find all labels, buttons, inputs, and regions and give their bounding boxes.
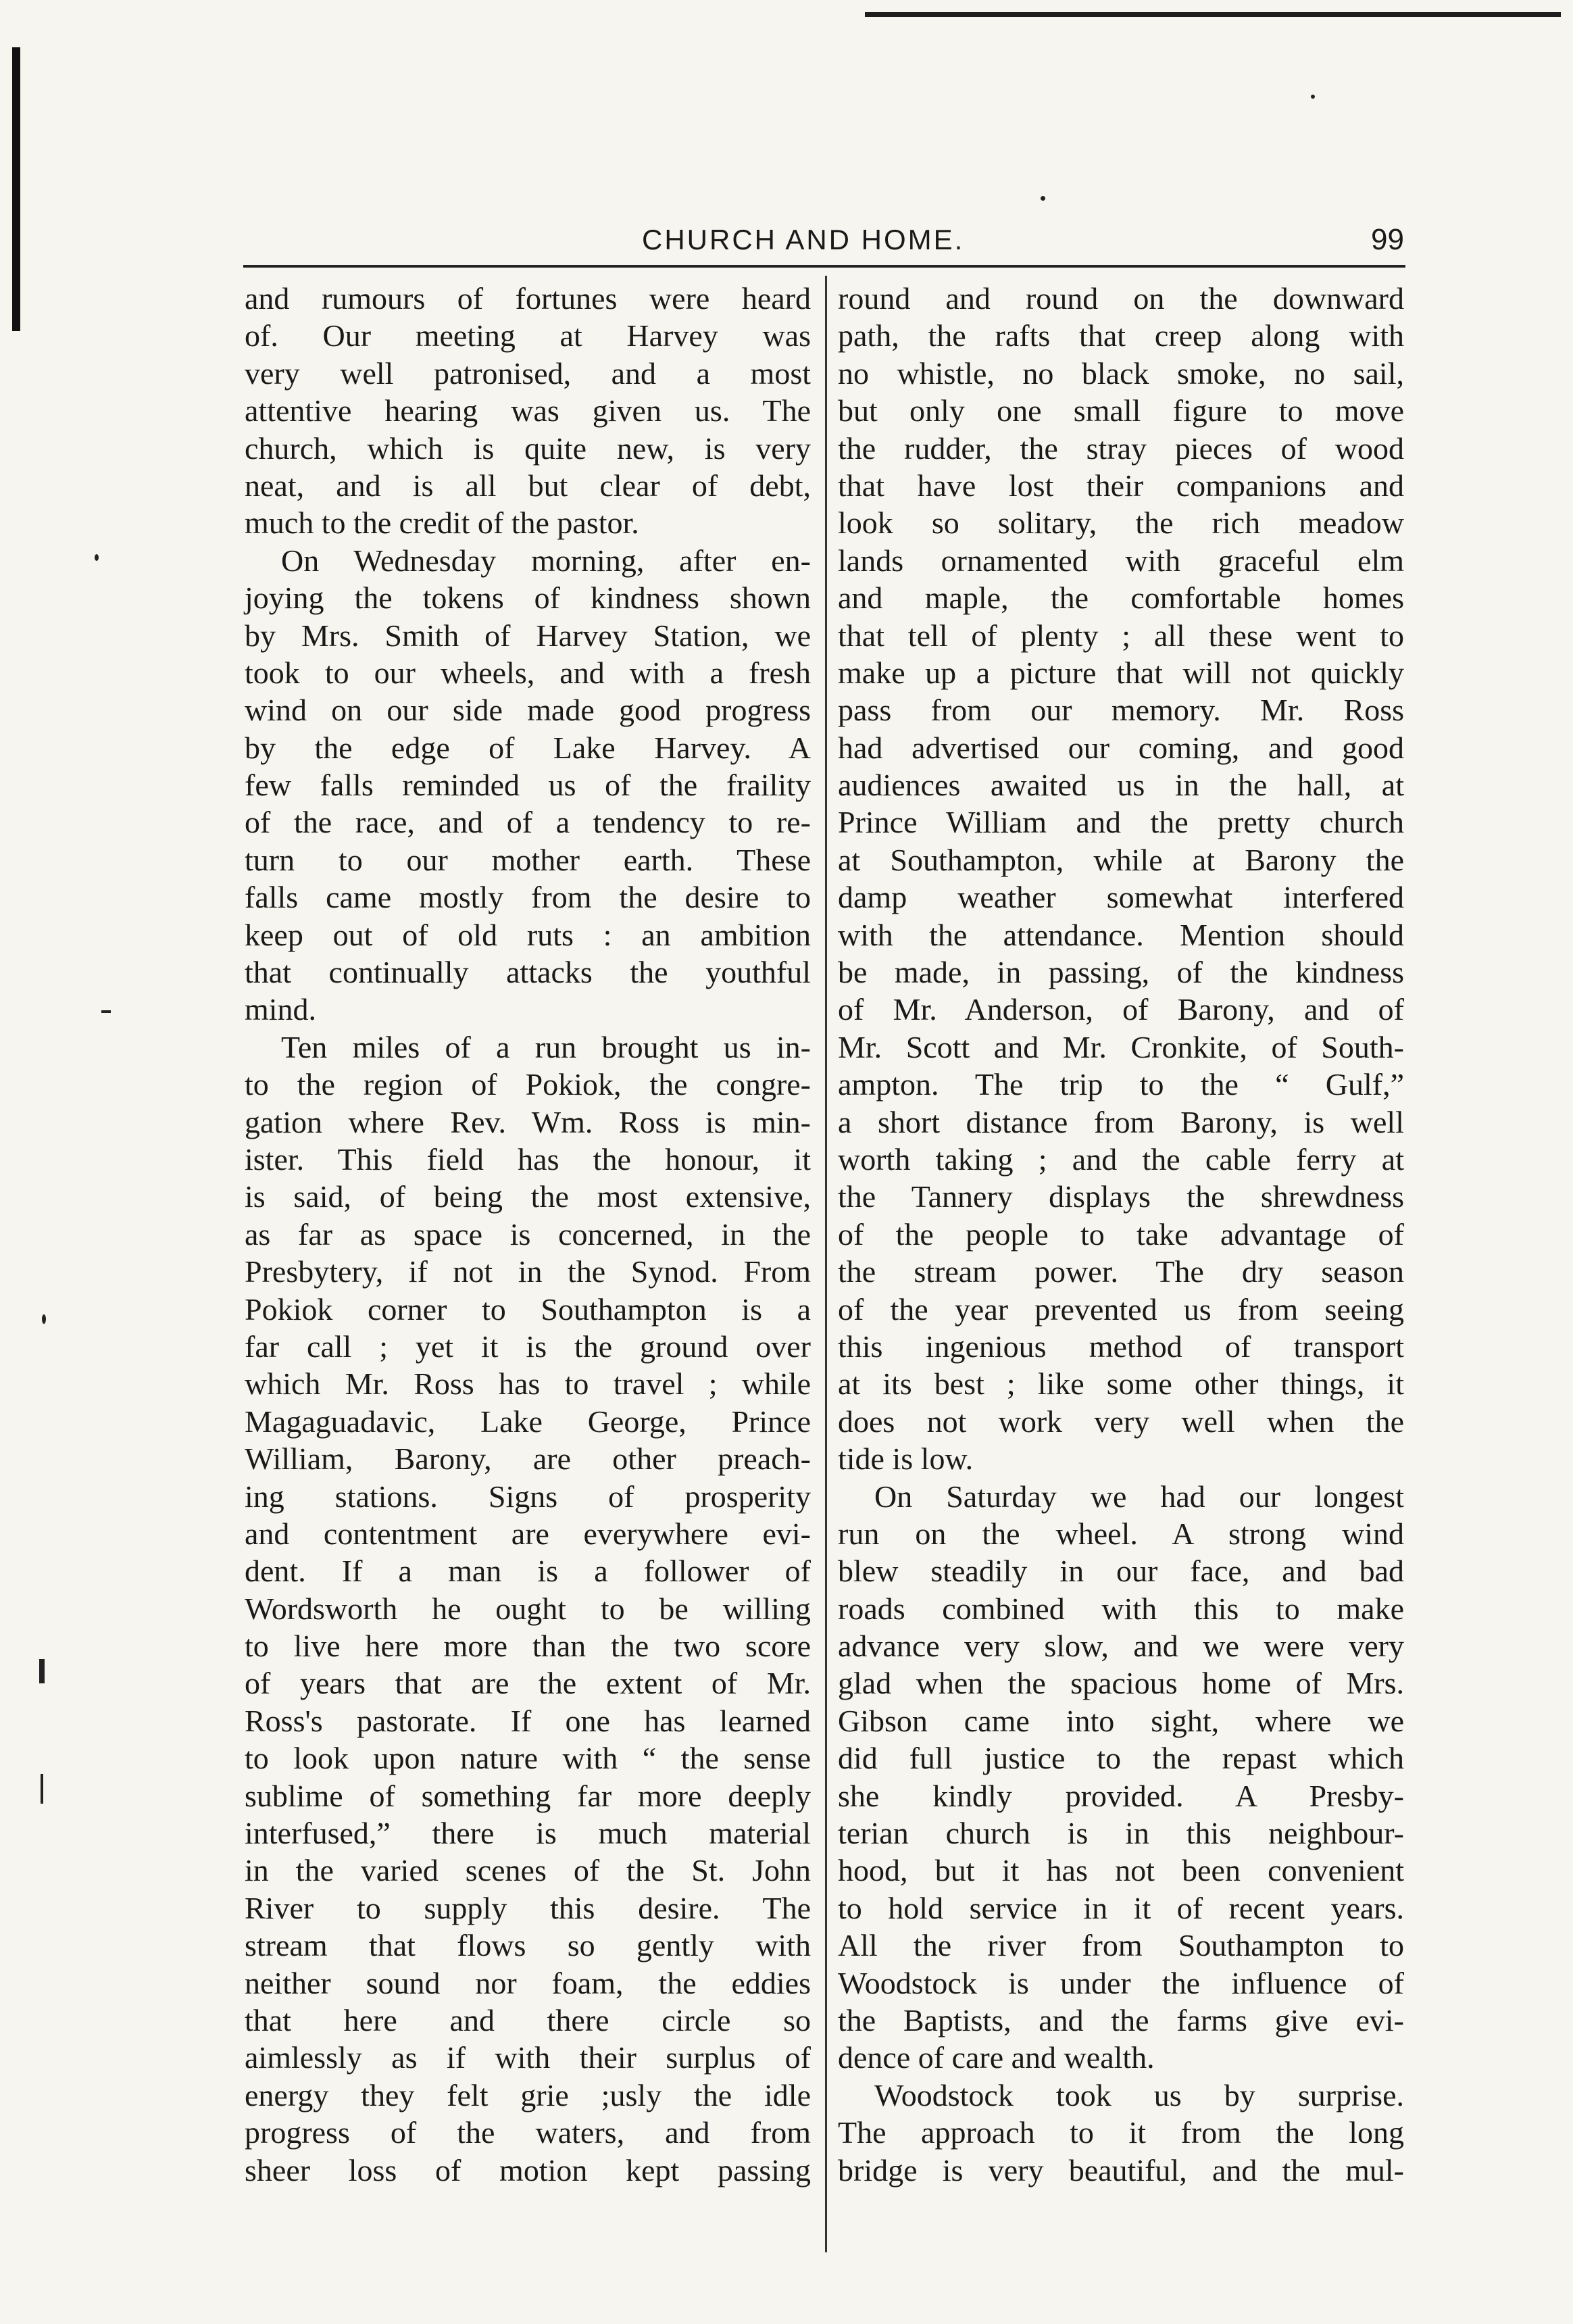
text-line: make up a picture that will not quickly — [838, 655, 1404, 690]
text-line: worth taking ; and the cable ferry at — [838, 1141, 1404, 1177]
text-line: progress of the waters, and from — [245, 2115, 811, 2150]
text-line: dence of care and wealth. — [838, 2040, 1155, 2075]
text-line: to live here more than the two score — [245, 1629, 811, 1664]
text-line: by the edge of Lake Harvey. A — [245, 730, 811, 765]
text-line: wind on our side made good progress — [245, 693, 811, 728]
column-divider — [825, 276, 827, 2252]
text-line: path, the rafts that creep along with — [838, 318, 1404, 353]
text-line: Magaguadavic, Lake George, Prince — [245, 1404, 811, 1439]
text-line: which Mr. Ross has to travel ; while — [245, 1366, 811, 1402]
text-line: aimlessly as if with their surplus of — [245, 2040, 811, 2075]
text-line: pass from our memory. Mr. Ross — [838, 693, 1404, 728]
text-line: a short distance from Barony, is well — [838, 1104, 1404, 1139]
text-line: Ross's pastorate. If one has learned — [245, 1703, 811, 1738]
text-line: is said, of being the most extensive, — [245, 1179, 811, 1214]
text-line: that continually attacks the youthful — [245, 955, 811, 990]
text-line: Wordsworth he ought to be willing — [245, 1591, 811, 1626]
scan-speck — [41, 1774, 43, 1804]
text-line: William, Barony, are other preach- — [245, 1441, 811, 1477]
text-line: to look upon nature with “ the sense — [245, 1741, 811, 1776]
running-title: CHURCH AND HOME. — [642, 224, 965, 255]
text-line: blew steadily in our face, and bad — [838, 1554, 1404, 1589]
text-line: with the attendance. Mention should — [838, 917, 1404, 952]
page-number: 99 — [1371, 223, 1404, 256]
text-line: On Wednesday morning, after en- — [281, 543, 811, 578]
text-line: the rudder, the stray pieces of wood — [838, 430, 1404, 466]
scan-speck — [101, 1010, 111, 1013]
right-column — [838, 280, 1404, 2189]
text-line: ing stations. Signs of prosperity — [245, 1479, 811, 1514]
text-line: that tell of plenty ; all these went to — [838, 618, 1404, 653]
left-column — [245, 280, 811, 2189]
text-line: dent. If a man is a follower of — [245, 1554, 811, 1589]
text-line: neither sound nor foam, the eddies — [245, 1965, 811, 2000]
text-line: the Tannery displays the shrewdness — [838, 1179, 1404, 1214]
text-line: Woodstock is under the influence of — [838, 1965, 1404, 2000]
scan-speck — [1311, 95, 1315, 99]
text-line: energy they felt grie ;usly the idle — [245, 2077, 811, 2112]
text-line: does not work very well when the — [838, 1404, 1404, 1439]
text-line: terian church is in this neighbour- — [838, 1816, 1404, 1851]
text-line: that have lost their companions and — [838, 468, 1404, 503]
text-line: but only one small figure to move — [838, 393, 1404, 428]
text-line: Presbytery, if not in the Synod. From — [245, 1254, 811, 1289]
text-line: had advertised our coming, and good — [838, 730, 1404, 765]
text-line: much to the credit of the pastor. — [245, 505, 639, 541]
text-line: hood, but it has not been convenient — [838, 1853, 1404, 1888]
text-line: gation where Rev. Wm. Ross is min- — [245, 1104, 811, 1139]
text-line: of years that are the extent of Mr. — [245, 1666, 811, 1701]
text-line: church, which is quite new, is very — [245, 430, 811, 466]
text-line: and contentment are everywhere evi- — [245, 1516, 811, 1551]
text-line: joying the tokens of kindness shown — [245, 580, 811, 616]
text-line: falls came mostly from the desire to — [245, 880, 811, 915]
text-line: Woodstock took us by surprise. — [874, 2077, 1404, 2112]
text-line: glad when the spacious home of Mrs. — [838, 1666, 1404, 1701]
text-line: no whistle, no black smoke, no sail, — [838, 355, 1404, 391]
text-line: roads combined with this to make — [838, 1591, 1404, 1626]
text-line: of Mr. Anderson, of Barony, and of — [838, 992, 1404, 1027]
text-line: bridge is very beautiful, and the mul- — [838, 2152, 1404, 2187]
text-line: and rumours of fortunes were heard — [245, 281, 811, 316]
text-line: Pokiok corner to Southampton is a — [245, 1291, 811, 1327]
text-line: lands ornamented with graceful elm — [838, 543, 1404, 578]
text-line: neat, and is all but clear of debt, — [245, 468, 811, 503]
text-line: advance very slow, and we were very — [838, 1629, 1404, 1664]
scan-speck — [95, 554, 99, 561]
text-line: the stream power. The dry season — [838, 1254, 1404, 1289]
text-line: very well patronised, and a most — [245, 355, 811, 391]
text-line: ampton. The trip to the “ Gulf,” — [838, 1067, 1404, 1102]
text-line: All the river from Southampton to — [838, 1928, 1404, 1963]
text-line: River to supply this desire. The — [245, 1890, 811, 1925]
text-line: interfused,” there is much material — [245, 1816, 811, 1851]
text-line: On Saturday we had our longest — [874, 1479, 1404, 1514]
text-line: by Mrs. Smith of Harvey Station, we — [245, 618, 811, 653]
page-header — [243, 216, 1404, 264]
text-line: of the race, and of a tendency to re- — [245, 805, 811, 840]
text-line: of. Our meeting at Harvey was — [245, 318, 811, 353]
text-line: round and round on the downward — [838, 281, 1404, 316]
text-line: at its best ; like some other things, it — [838, 1366, 1404, 1402]
text-line: in the varied scenes of the St. John — [245, 1853, 811, 1888]
scan-speck — [42, 1314, 46, 1324]
text-line: turn to our mother earth. These — [245, 842, 811, 877]
text-line: sheer loss of motion kept passing — [245, 2152, 811, 2187]
scan-speck — [39, 1659, 45, 1683]
text-line: of the year prevented us from seeing — [838, 1291, 1404, 1327]
text-line: stream that flows so gently with — [245, 1928, 811, 1963]
text-line: of the people to take advantage of — [838, 1216, 1404, 1252]
header-rule — [243, 265, 1405, 268]
text-line: as far as space is concerned, in the — [245, 1216, 811, 1252]
text-line: tide is low. — [838, 1441, 974, 1477]
text-line: she kindly provided. A Presby- — [838, 1778, 1404, 1813]
text-line: audiences awaited us in the hall, at — [838, 768, 1404, 803]
text-line: ister. This field has the honour, it — [245, 1141, 811, 1177]
text-line: look so solitary, the rich meadow — [838, 505, 1404, 541]
text-line: to hold service in it of recent years. — [838, 1890, 1404, 1925]
text-line: at Southampton, while at Barony the — [838, 842, 1404, 877]
text-line: The approach to it from the long — [838, 2115, 1404, 2150]
text-line: be made, in passing, of the kindness — [838, 955, 1404, 990]
text-line: far call ; yet it is the ground over — [245, 1329, 811, 1364]
text-line: did full justice to the repast which — [838, 1741, 1404, 1776]
text-line: Gibson came into sight, where we — [838, 1703, 1404, 1738]
text-line: run on the wheel. A strong wind — [838, 1516, 1404, 1551]
text-line: took to our wheels, and with a fresh — [245, 655, 811, 690]
text-line: the Baptists, and the farms give evi- — [838, 2002, 1404, 2037]
text-line: Ten miles of a run brought us in- — [281, 1029, 811, 1064]
text-line: mind. — [245, 992, 317, 1027]
text-line: this ingenious method of transport — [838, 1329, 1404, 1364]
text-line: sublime of something far more deeply — [245, 1778, 811, 1813]
text-line: to the region of Pokiok, the congre- — [245, 1067, 811, 1102]
text-line: that here and there circle so — [245, 2002, 811, 2037]
text-line: damp weather somewhat interfered — [838, 880, 1404, 915]
text-line: Mr. Scott and Mr. Cronkite, of South- — [838, 1029, 1404, 1064]
text-line: Prince William and the pretty church — [838, 805, 1404, 840]
scan-speck — [1041, 196, 1045, 201]
text-line: keep out of old ruts : an ambition — [245, 917, 811, 952]
text-line: and maple, the comfortable homes — [838, 580, 1404, 616]
text-line: attentive hearing was given us. The — [245, 393, 811, 428]
scan-top-edge-rule — [865, 12, 1561, 17]
scan-binding-shadow — [12, 47, 20, 331]
text-line: few falls reminded us of the fraility — [245, 768, 811, 803]
